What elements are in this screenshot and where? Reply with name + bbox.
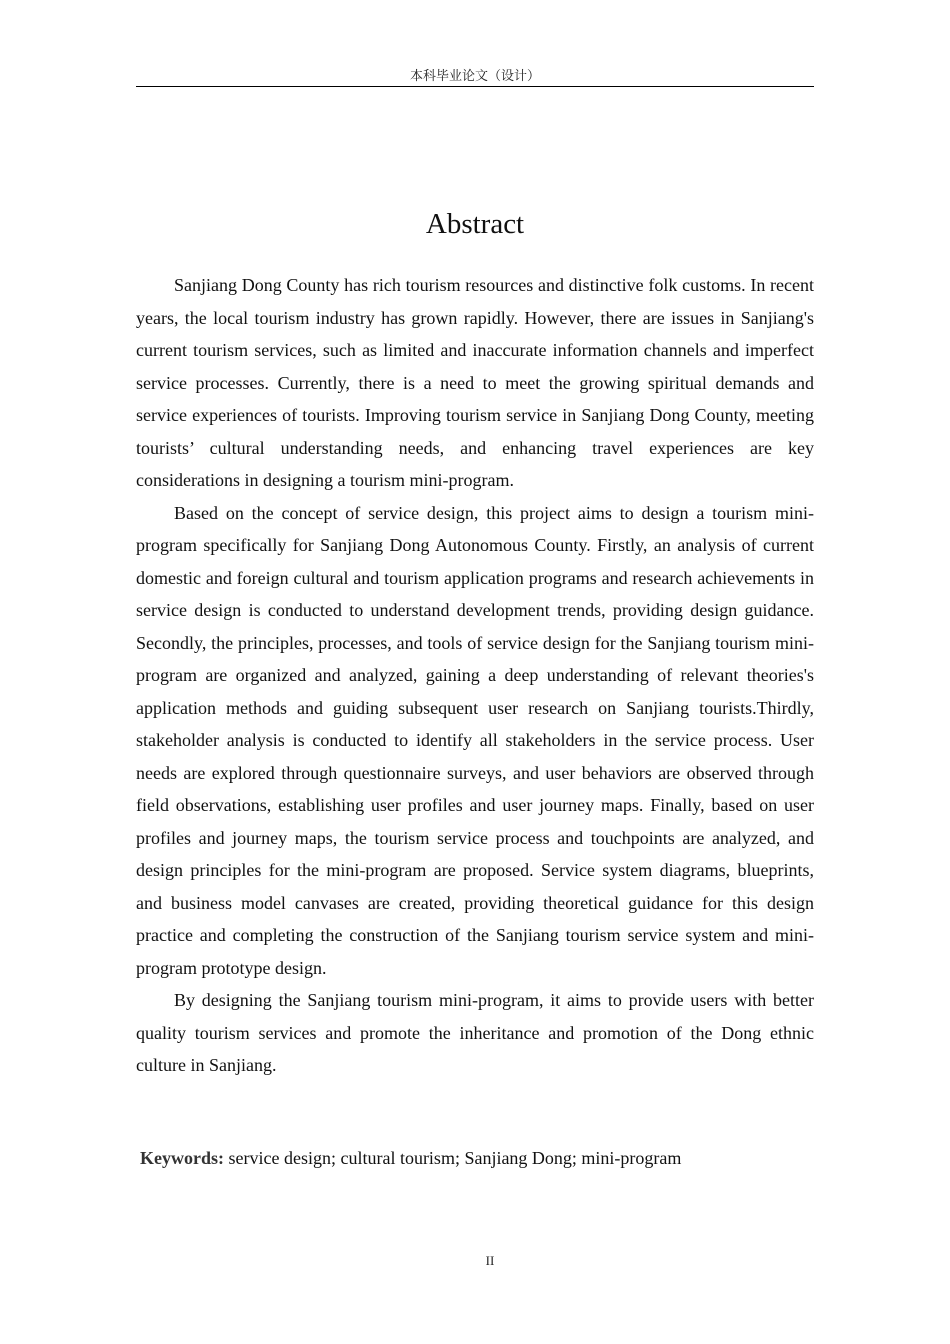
abstract-body — [136, 269, 814, 1082]
keywords-label: Keywords: — [140, 1148, 224, 1168]
abstract-paragraph-1: Sanjiang Dong County has rich tourism resources and distinctive folk customs. In recent years, the local tourism industry has grown rapidly. However, there are issues in Sanjiang's current tourism services, such as limited and inaccurate information channels and imperfect service processes. Currently, there is a need to meet the growing spiritual demands and service experiences of tourists. Improving tourism service in Sanjiang Dong County, meeting tourists’ cultural understanding needs, and enhancing travel experiences are key considerations in designing a tourism mini-program. — [136, 275, 814, 490]
keywords-text: service design; cultural tourism; Sanjiang Dong; mini-program — [224, 1148, 682, 1168]
abstract-paragraph-2: Based on the concept of service design, this project aims to design a tourism mini-program specifically for Sanjiang Dong Autonomous County. Firstly, an analysis of current domestic and foreign cultural and tourism application programs and research achievements in service design is conducted to understand development trends, providing design guidance. Secondly, the principles, processes, and tools of service design for the Sanjiang tourism mini-program are organized and analyzed, gaining a deep understanding of relevant theories's application methods and guiding subsequent user research on Sanjiang tourists.Thirdly, stakeholder analysis is conducted to identify all stakeholders in the service process. User needs are explored through questionnaire surveys, and user behaviors are observed through field observations, establishing user profiles and user journey maps. Finally, based on user profiles and journey maps, the tourism service process and touchpoints are analyzed, and design principles for the mini-program are proposed. Service system diagrams, blueprints, and business model canvases are created, providing theoretical guidance for this design practice and completing the construction of the Sanjiang tourism service system and mini-program prototype design. — [136, 502, 814, 978]
keywords-line — [140, 1142, 814, 1174]
abstract-paragraph-3: By designing the Sanjiang tourism mini-program, it aims to provide users with better quality tourism services and promote the inheritance and promotion of the Dong ethnic culture in Sanjiang. — [136, 990, 814, 1075]
running-header — [136, 66, 814, 87]
running-header-title: 本科毕业论文（设计） — [409, 68, 540, 83]
abstract-title: Abstract — [425, 208, 525, 240]
page-number: II — [485, 1253, 495, 1268]
